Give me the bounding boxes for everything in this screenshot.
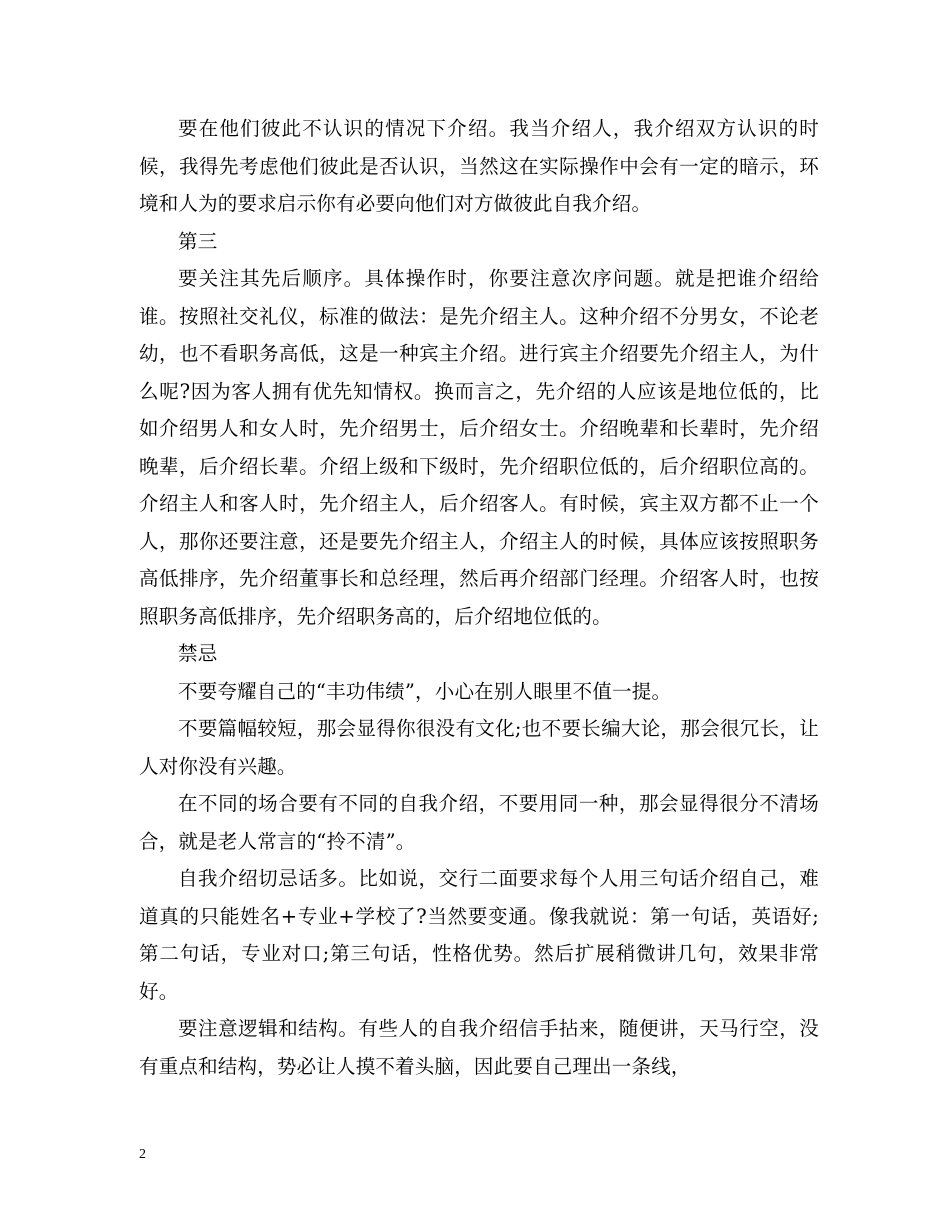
paragraph-taboo-talkative: 自我介绍切忌话多。比如说，交行二面要求每个人用三句话介绍自己，难道真的只能姓名+专业+学校了?当然要变通。像我就说：第一句话，英语好;第二句话，专业对口;第三句话，性格优势。然后扩展稍微讲几句，效果非常好。: [139, 867, 819, 1003]
document-body: [139, 110, 819, 1085]
paragraph-taboo-length: 不要篇幅较短，那会显得你很没有文化;也不要长编大论，那会很冗长，让人对你没有兴趣。: [139, 717, 819, 778]
paragraph-order: 要关注其先后顺序。具体操作时，你要注意次序问题。就是把谁介绍给谁。按照社交礼仪，标准的做法：是先介绍主人。这种介绍不分男女，不论老幼，也不看职务高低，这是一种宾主介绍。进行宾主介绍要先介绍主人，为什么呢?因为客人拥有优先知情权。换而言之，先介绍的人应该是地位低的，比如介绍男人和女人时，先介绍男士，后介绍女士。介绍晚辈和长辈时，先介绍晚辈，后介绍长辈。介绍上级和下级时，先介绍职位低的，后介绍职位高的。介绍主人和客人时，先介绍主人，后介绍客人。有时候，宾主双方都不止一个人，那你还要注意，还是要先介绍主人，介绍主人的时候，具体应该按照职务高低排序，先介绍董事长和总经理，然后再介绍部门经理。介绍客人时，也按照职务高低排序，先介绍职务高的，后介绍地位低的。: [139, 267, 819, 628]
paragraph-taboo-boast: 不要夸耀自己的“丰功伟绩”，小心在别人眼里不值一提。: [178, 679, 672, 703]
paragraph-heading-taboo: 禁忌: [178, 642, 218, 665]
paragraph-heading-third: 第三: [178, 229, 218, 253]
paragraph-taboo-occasion: 在不同的场合要有不同的自我介绍，不要用同一种，那会显得很分不清场合，就是老人常言的“拎不清”。: [139, 792, 819, 853]
paragraph-intro-context: 要在他们彼此不认识的情况下介绍。我当介绍人，我介绍双方认识的时候，我得先考虑他们彼此是否认识，当然这在实际操作中会有一定的暗示，环境和人为的要求启示你有必要向他们对方做彼此自我介绍。: [139, 117, 819, 215]
paragraph-logic-structure: 要注意逻辑和结构。有些人的自我介绍信手拈来，随便讲，天马行空，没有重点和结构，势必让人摸不着头脑，因此要自己理出一条线，: [139, 1017, 819, 1078]
page-number: 2: [139, 1147, 146, 1162]
